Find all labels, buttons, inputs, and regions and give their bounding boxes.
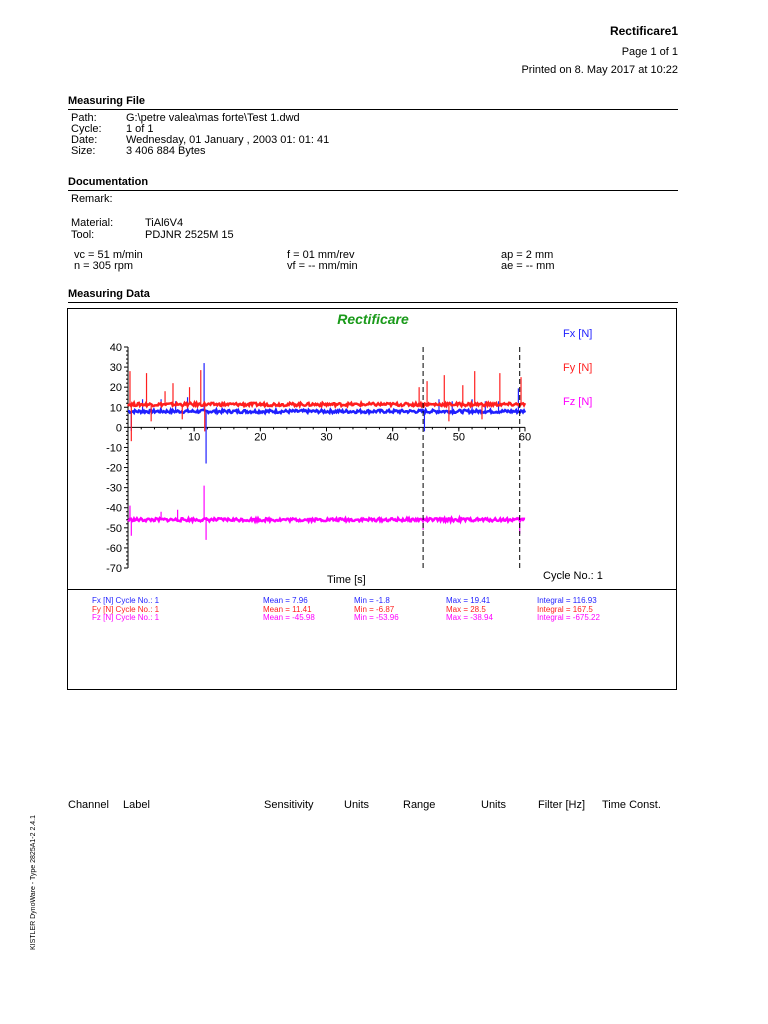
stats-mean-col — [263, 597, 315, 623]
x-axis-label: Time [s] — [327, 574, 366, 586]
measuring-file-labels — [71, 113, 102, 157]
cycle-number: Cycle No.: 1 — [543, 570, 603, 582]
stat-fy-mean: Mean = 11.41 — [263, 604, 312, 614]
stat-fy-channel: Fy [N] Cycle No.: 1 — [92, 604, 160, 614]
param-ae: ae = -- mm — [501, 260, 555, 272]
size-value: 3 406 884 Bytes — [126, 145, 206, 157]
y-tick-label: 30 — [109, 362, 122, 375]
measuring-file-values — [126, 113, 329, 157]
stat-fz-min: Min = -53.96 — [354, 613, 399, 622]
x-tick-label: 60 — [518, 431, 532, 444]
x-tick-label: 10 — [188, 431, 201, 444]
path-label: Path: — [71, 112, 97, 124]
report-title: Rectificare1 — [609, 24, 678, 38]
x-tick-label: 30 — [320, 431, 333, 444]
software-version: KISTLER DynoWare - Type 2825A1-2 2.4.1 — [30, 814, 37, 950]
col-units-2: Units — [481, 799, 507, 811]
col-label: Label — [123, 799, 150, 811]
chart-axes — [106, 342, 531, 575]
measuring-data-heading: Measuring Data — [68, 288, 678, 303]
stats-integral-col — [537, 597, 600, 623]
legend-fy: Fy [N] — [563, 362, 593, 374]
path-value: G:\petre valea\mas forte\Test 1.dwd — [126, 112, 300, 124]
series-2 — [128, 486, 525, 540]
series-line — [128, 518, 525, 521]
chart-title: Rectificare — [337, 311, 409, 327]
y-tick-label: 10 — [109, 402, 122, 415]
param-ap: ap = 2 mm — [501, 249, 554, 261]
stat-fz-integral: Integral = -675.22 — [537, 613, 600, 622]
series-line — [128, 403, 525, 406]
y-tick-label: -10 — [106, 442, 122, 455]
legend-fx: Fx [N] — [563, 328, 593, 340]
param-vf: vf = -- mm/min — [287, 260, 358, 272]
col-sensitivity: Sensitivity — [264, 799, 314, 811]
stats-max-col — [446, 597, 493, 623]
y-tick-label: -30 — [106, 482, 122, 495]
param-f: f = 01 mm/rev — [287, 249, 355, 261]
y-tick-label: -40 — [106, 502, 122, 515]
measuring-file-heading: Measuring File — [68, 95, 678, 110]
size-label: Size: — [71, 145, 96, 157]
x-tick-label: 20 — [254, 431, 267, 444]
stat-fx-mean: Mean = 7.96 — [263, 596, 308, 605]
documentation-heading: Documentation — [68, 176, 678, 191]
series-0 — [128, 363, 525, 463]
y-tick-label: -60 — [106, 542, 122, 555]
stat-fx-integral: Integral = 116.93 — [537, 596, 597, 605]
stats-min-col — [354, 597, 399, 623]
col-range: Range — [403, 799, 436, 811]
y-tick-label: -50 — [106, 522, 122, 535]
chart-cursors — [423, 347, 520, 568]
material-value: TiAl6V4 — [145, 217, 184, 229]
stat-fy-min: Min = -6.87 — [354, 604, 395, 614]
stat-fy-max: Max = 28.5 — [446, 604, 486, 614]
stat-fz-mean: Mean = -45.98 — [263, 613, 315, 622]
stat-fx-max: Max = 19.41 — [446, 596, 491, 605]
stat-fy-integral: Integral = 167.5 — [537, 604, 593, 614]
stat-fx-min: Min = -1.8 — [354, 596, 390, 605]
cycle-label: Cycle: — [71, 123, 102, 135]
stat-fz-max: Max = -38.94 — [446, 613, 493, 622]
tool-label: Tool: — [71, 229, 95, 241]
x-tick-label: 40 — [386, 431, 399, 444]
col-filter: Filter [Hz] — [538, 799, 586, 811]
stat-fx-channel: Fx [N] Cycle No.: 1 — [92, 596, 160, 605]
y-tick-label: -70 — [106, 563, 122, 575]
date-label: Date: — [71, 134, 98, 146]
x-tick-label: 50 — [452, 431, 465, 444]
y-tick-label: 0 — [115, 422, 122, 435]
printed-date: Printed on 8. May 2017 at 10:22 — [521, 64, 678, 76]
col-units: Units — [344, 799, 370, 811]
chart-series — [128, 363, 525, 540]
y-tick-label: -20 — [106, 462, 122, 475]
legend-fz: Fz [N] — [563, 396, 593, 408]
material-label: Material: — [71, 217, 114, 229]
y-tick-label: 20 — [109, 382, 122, 395]
param-n: n = 305 rpm — [74, 260, 134, 272]
force-chart — [68, 309, 676, 589]
stat-fz-channel: Fz [N] Cycle No.: 1 — [92, 613, 160, 622]
param-vc: vc = 51 m/min — [74, 249, 143, 261]
col-time-const: Time Const. — [602, 799, 661, 811]
remark-label: Remark: — [71, 193, 113, 205]
date-value: Wednesday, 01 January , 2003 01: 01: 41 — [126, 134, 330, 146]
col-channel: Channel — [68, 799, 109, 811]
y-tick-label: 40 — [109, 342, 122, 354]
chart-stats-divider — [67, 589, 677, 590]
stats-channel-col — [92, 597, 159, 623]
cycle-value: 1 of 1 — [126, 123, 154, 135]
tool-value: PDJNR 2525M 15 — [145, 229, 234, 241]
page-number: Page 1 of 1 — [621, 46, 678, 58]
